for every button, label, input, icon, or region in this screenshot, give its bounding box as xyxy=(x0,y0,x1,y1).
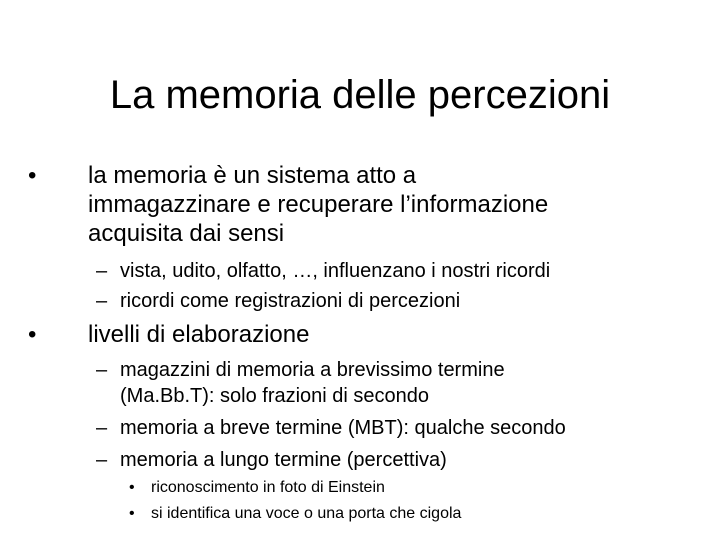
subbullet-short-term-memory xyxy=(96,415,566,441)
subsubbullet-voice-door xyxy=(129,502,462,525)
bullet-processing-levels xyxy=(28,320,310,349)
bullet-line: acquisita dai sensi xyxy=(88,220,285,247)
bullet-line: livelli di elaborazione xyxy=(88,321,310,348)
dash-marker: – xyxy=(96,417,108,439)
subbullet-line: (Ma.Bb.T): solo frazioni di secondo xyxy=(120,385,430,407)
subsubbullet-einstein-photo xyxy=(129,476,385,499)
bullet-marker: • xyxy=(129,479,135,496)
bullet-marker: • xyxy=(28,162,37,189)
subbullet-line: vista, udito, olfatto, …, influenzano i nostri ricordi xyxy=(120,260,551,282)
subsubbullet-line: si identifica una voce o una porta che cigola xyxy=(151,505,462,522)
dash-marker: – xyxy=(96,359,108,381)
bullet-line: la memoria è un sistema atto a xyxy=(88,162,417,189)
subbullet-line: ricordi come registrazioni di percezioni xyxy=(120,290,461,312)
bullet-memory-system xyxy=(28,161,549,248)
bullet-marker: • xyxy=(28,321,37,348)
slide-title: La memoria delle percezioni xyxy=(109,73,611,117)
subbullet-sensory-memory xyxy=(96,357,505,409)
bullet-line: immagazzinare e recuperare l’informazione xyxy=(88,191,549,218)
subbullet-line: memoria a breve termine (MBT): qualche secondo xyxy=(120,417,566,439)
subbullet-senses-influence xyxy=(96,258,551,284)
subbullet-line: memoria a lungo termine (percettiva) xyxy=(120,449,447,471)
subsubbullet-line: riconoscimento in foto di Einstein xyxy=(151,479,385,496)
subbullet-memory-records xyxy=(96,288,461,314)
subbullet-long-term-memory xyxy=(96,447,447,473)
dash-marker: – xyxy=(96,260,108,282)
dash-marker: – xyxy=(96,290,108,312)
subbullet-line: magazzini di memoria a brevissimo termine xyxy=(120,359,505,381)
bullet-marker: • xyxy=(129,505,135,522)
dash-marker: – xyxy=(96,449,108,471)
